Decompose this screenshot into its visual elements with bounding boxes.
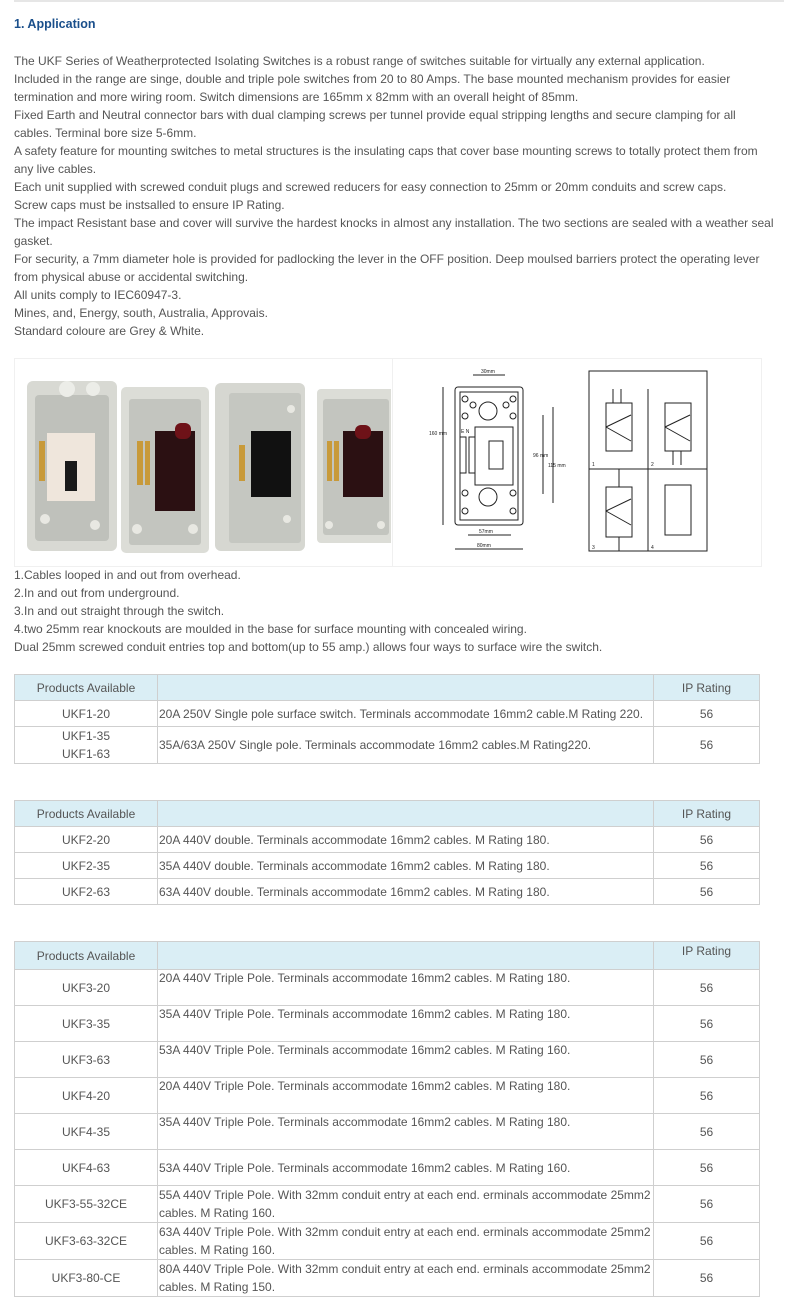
product-description: 63A 440V double. Terminals accommodate 16mm2 cables. M Rating 180.: [158, 879, 654, 905]
product-code: UKF3-20: [15, 970, 158, 1006]
intro-text: [14, 52, 774, 340]
header-ip-rating: IP Rating: [654, 942, 760, 970]
ip-rating: 56: [654, 970, 760, 1006]
header-description: [158, 942, 654, 970]
product-description: 20A 250V Single pole surface switch. Terminals accommodate 16mm2 cable.M Rating 220.: [158, 701, 654, 727]
table-row: [15, 1078, 760, 1114]
header-description: [158, 801, 654, 827]
intro-line: The UKF Series of Weatherprotected Isolating Switches is a robust range of switches suitable for virtually any external application.: [14, 54, 705, 68]
ip-rating: 56: [654, 1260, 760, 1297]
intro-line: Mines, and, Energy, south, Australia, Approvais.: [14, 306, 268, 320]
note-line: 3.In and out straight through the switch.: [14, 604, 225, 618]
product-description: 80A 440V Triple Pole. With 32mm conduit entry at each end. erminals accommodate 25mm2 cables. M Rating 150.: [158, 1260, 654, 1297]
ip-rating: 56: [654, 1078, 760, 1114]
product-code: UKF4-20: [15, 1078, 158, 1114]
products-table-triple-pole: [14, 941, 760, 1297]
note-line: 4.two 25mm rear knockouts are moulded in the base for surface mounting with concealed wiring.: [14, 622, 527, 636]
panel-label-4: 4: [651, 545, 654, 551]
table-row: [15, 727, 760, 764]
intro-line: A safety feature for mounting switches to metal structures is the insulating caps that cover base mounting screws to totally protect them from any live cables.: [14, 144, 758, 176]
table-header-row: [15, 942, 760, 970]
dim-label-mid-height: 115 mm: [548, 463, 566, 469]
product-description: 20A 440V Triple Pole. Terminals accommodate 16mm2 cables. M Rating 180.: [158, 1078, 654, 1114]
product-description: 55A 440V Triple Pole. With 32mm conduit entry at each end. erminals accommodate 25mm2 cables. M Rating 160.: [158, 1186, 654, 1223]
table-row: [15, 1042, 760, 1078]
product-description: 35A 440V double. Terminals accommodate 16mm2 cables. M Rating 180.: [158, 853, 654, 879]
wiring-notes: [14, 566, 602, 656]
header-ip-rating: IP Rating: [654, 675, 760, 701]
dim-label-en: E N: [461, 429, 470, 435]
note-line: Dual 25mm screwed conduit entries top and bottom(up to 55 amp.) allows four ways to surface wire the switch.: [14, 640, 603, 654]
ip-rating: 56: [654, 1150, 760, 1186]
table-header-row: [15, 801, 760, 827]
product-description: 20A 440V Triple Pole. Terminals accommodate 16mm2 cables. M Rating 180.: [158, 970, 654, 1006]
header-products: Products Available: [15, 675, 158, 701]
header-products: Products Available: [15, 942, 158, 970]
product-description: 53A 440V Triple Pole. Terminals accommodate 16mm2 cables. M Rating 160.: [158, 1150, 654, 1186]
ip-rating: 56: [654, 1223, 760, 1260]
product-description: 35A 440V Triple Pole. Terminals accommodate 16mm2 cables. M Rating 180.: [158, 1006, 654, 1042]
product-code: UKF3-63-32CE: [15, 1223, 158, 1260]
table-row: [15, 1006, 760, 1042]
note-line: 1.Cables looped in and out from overhead.: [14, 568, 241, 582]
section-heading: 1. Application: [14, 17, 96, 31]
dim-label-height: 160 mm: [429, 431, 448, 437]
product-description: 35A/63A 250V Single pole. Terminals accommodate 16mm2 cables.M Rating220.: [158, 727, 654, 764]
table-row: [15, 879, 760, 905]
product-code: UKF4-35: [15, 1114, 158, 1150]
product-description: 20A 440V double. Terminals accommodate 16mm2 cables. M Rating 180.: [158, 827, 654, 853]
product-code: UKF3-63: [15, 1042, 158, 1078]
product-description: 53A 440V Triple Pole. Terminals accommodate 16mm2 cables. M Rating 160.: [158, 1042, 654, 1078]
product-code: UKF2-35: [15, 853, 158, 879]
note-line: 2.In and out from underground.: [14, 586, 180, 600]
intro-line: For security, a 7mm diameter hole is provided for padlocking the lever in the OFF position. Deep moulsed barriers protect the operating lever from physical abuse or accidental switching.: [14, 252, 760, 284]
intro-line: All units comply to IEC60947-3.: [14, 288, 182, 302]
table-row: [15, 827, 760, 853]
table-row: [15, 1114, 760, 1150]
intro-line: Included in the range are singe, double and triple pole switches from 20 to 80 Amps. The base mounted mechanism provides for easier termination and more wiring room. Switch dimensions are 165mm x 82mm with an overall height of 85mm.: [14, 72, 731, 104]
table-row: [15, 1186, 760, 1223]
ip-rating: 56: [654, 879, 760, 905]
table-row: [15, 1150, 760, 1186]
intro-line: The impact Resistant base and cover will survive the hardest knocks in almost any installation. The two sections are sealed with a weather seal gasket.: [14, 216, 774, 248]
intro-line: Each unit supplied with screwed conduit plugs and screwed reducers for easy connection to 25mm or 20mm conduits and screw caps.: [14, 180, 727, 194]
dim-label-bottom-inner: 57mm: [479, 529, 493, 535]
product-code: UKF1-20: [15, 701, 158, 727]
ip-rating: 56: [654, 1006, 760, 1042]
ip-rating: 56: [654, 853, 760, 879]
product-code: UKF4-63: [15, 1150, 158, 1186]
top-divider: [14, 0, 784, 2]
products-table-double-pole: [14, 800, 760, 905]
product-description: 35A 440V Triple Pole. Terminals accommodate 16mm2 cables. M Rating 180.: [158, 1114, 654, 1150]
table-row: [15, 970, 760, 1006]
ip-rating: 56: [654, 827, 760, 853]
table-header-row: [15, 675, 760, 701]
product-code: UKF1-35: [61, 729, 111, 743]
product-code: UKF2-63: [15, 879, 158, 905]
intro-line: Fixed Earth and Neutral connector bars with dual clamping screws per tunnel provide equal stripping lengths and secure clamping for all cables. Terminal bore size 5-6mm.: [14, 108, 736, 140]
product-code: UKF1-63: [61, 747, 111, 761]
ip-rating: 56: [654, 701, 760, 727]
table-row: [15, 853, 760, 879]
product-code: UKF2-20: [15, 827, 158, 853]
dim-label-bottom: 80mm: [477, 543, 491, 549]
header-description: [158, 675, 654, 701]
intro-line: Standard coloure are Grey & White.: [14, 324, 205, 338]
ip-rating: 56: [654, 1042, 760, 1078]
header-ip-rating: IP Rating: [654, 801, 760, 827]
dim-label-top: 30mm: [481, 369, 495, 375]
product-code: UKF3-35: [15, 1006, 158, 1042]
panel-label-3: 3: [592, 545, 595, 551]
product-photo: [15, 359, 391, 566]
dimension-drawing: [392, 359, 761, 566]
table-row: [15, 701, 760, 727]
product-code-cell: [15, 727, 158, 764]
product-code: UKF3-55-32CE: [15, 1186, 158, 1223]
product-code: UKF3-80-CE: [15, 1260, 158, 1297]
panel-label-1: 1: [592, 462, 595, 468]
ip-rating: 56: [654, 1114, 760, 1150]
product-description: 63A 440V Triple Pole. With 32mm conduit entry at each end. erminals accommodate 25mm2 cables. M Rating 160.: [158, 1223, 654, 1260]
dim-label-inner-height: 96 mm: [533, 453, 549, 459]
ip-rating: 56: [654, 727, 760, 764]
panel-label-2: 2: [651, 462, 654, 468]
table-row: [15, 1223, 760, 1260]
ip-rating: 56: [654, 1186, 760, 1223]
header-products: Products Available: [15, 801, 158, 827]
product-figure: [14, 358, 762, 567]
table-row: [15, 1260, 760, 1297]
products-table-single-pole: [14, 674, 760, 764]
intro-line: Screw caps must be instsalled to ensure IP Rating.: [14, 198, 285, 212]
